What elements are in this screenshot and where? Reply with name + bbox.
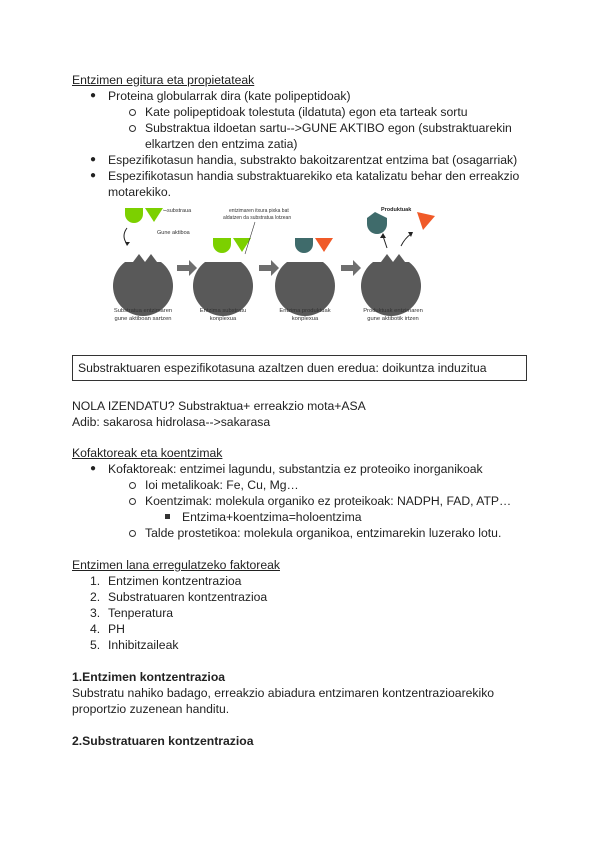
sub-bullet-text: Ioi metalikoak: Fe, Cu, Mg…	[145, 478, 299, 492]
active-site-label: Gune aktiboa	[157, 230, 190, 236]
enzyme-shape-4	[361, 254, 421, 316]
section-heading-substrate-concentration: 2.Substratuaren kontzentrazioa	[72, 734, 254, 748]
sub-bullet-text: Koentzimak: molekula organiko ez proteikoak: NADPH, FAD, ATP…	[145, 494, 512, 508]
naming-line-1: NOLA IZENDATU? Substraktua+ erreakzio mota+ASA	[72, 399, 366, 413]
change-note-2: aldatzen da substratua lotzean	[223, 215, 292, 221]
sub-bullet-text: Talde prostetikoa: molekula organikoa, entzimarekin luzerako lotu.	[145, 526, 502, 540]
paragraph-line: proportzio zuzenean handitu.	[72, 702, 230, 716]
section-heading-cofactors: Kofaktoreak eta koentzimak	[72, 446, 223, 460]
bullet-text: Espezifikotasun handia substraktuarekiko eta katalizatu behar den erreakzio	[108, 169, 520, 183]
caption-stage-4-line2: gune aktibotik irtzen	[367, 316, 419, 322]
caption-stage-3-line1: Entzima produktuak	[279, 308, 331, 314]
caption-stage-2-line2: konplexua	[209, 316, 237, 322]
caption-stage-2-line1: Entzima substratu	[199, 308, 247, 314]
arrow-icon	[177, 260, 197, 276]
sub-bullet-circle	[129, 482, 136, 489]
bullet-text-cont: motarekiko.	[108, 185, 171, 199]
bullet-dot: ●	[90, 90, 97, 101]
caption-stage-1-line1: Substratua entzimaren	[113, 308, 173, 314]
sub-bullet-circle	[129, 109, 136, 116]
list-item: Inhibitzaileak	[108, 638, 179, 652]
list-item: PH	[108, 622, 125, 636]
section-heading-factors: Entzimen lana erregulatzeko faktoreak	[72, 558, 280, 572]
product-shape-4	[367, 212, 435, 234]
caption-stage-3-line2: konplexua	[291, 316, 319, 322]
sub-bullet-text: Substraktua ildoetan sartu-->GUNE AKTIBO egon (substraktuarekin	[145, 121, 512, 135]
list-item: Tenperatura	[108, 606, 174, 620]
change-note-1: entzimaren itxura pixka bat	[229, 208, 289, 214]
section-heading-enzyme-concentration: 1.Entzimen kontzentrazioa	[72, 670, 226, 684]
list-number: 3.	[90, 606, 101, 620]
caption-stage-4-line1: Produktuak entzimaren	[363, 308, 423, 314]
sub-bullet-circle	[129, 498, 136, 505]
bullet-text: Kofaktoreak: entzimei lagundu, substantzia ez proteoiko inorganikoak	[108, 462, 483, 476]
sub-bullet-circle	[129, 125, 136, 132]
list-item: Substratuaren kontzentrazioa	[108, 590, 268, 604]
arrow-icon	[341, 260, 361, 276]
boxed-note-text: Substraktuaren espezifikotasuna azaltzen duen eredua: doikuntza induzitua	[78, 361, 487, 375]
product-shape-3	[295, 238, 333, 253]
list-item: Entzimen kontzentrazioa	[108, 574, 242, 588]
list-number: 1.	[90, 574, 101, 588]
substrate-label: substraua	[167, 208, 192, 214]
caption-stage-1-line2: gune aktiboan sartzen	[114, 316, 172, 322]
bullet-dot: ●	[90, 170, 97, 181]
boxed-note	[72, 355, 527, 381]
sub-sub-bullet-square	[165, 514, 170, 519]
arrow-icon	[259, 260, 279, 276]
list-number: 4.	[90, 622, 101, 636]
sub-sub-bullet-text: Entzima+koentzima=holoentzima	[182, 510, 362, 524]
list-number: 5.	[90, 638, 101, 652]
enzyme-shape-1	[113, 254, 173, 316]
bullet-text: Espezifikotasun handia, substrakto bakoitzarentzat entzima bat (osagarriak)	[108, 153, 518, 167]
products-label: Produktuak	[381, 207, 412, 213]
enzyme-diagram	[105, 202, 445, 332]
bullet-text: Proteina globularrak dira (kate polipeptidoak)	[108, 89, 351, 103]
bullet-dot: ●	[90, 154, 97, 165]
list-number: 2.	[90, 590, 101, 604]
substrate-shape-2	[213, 238, 251, 253]
sub-bullet-circle	[129, 530, 136, 537]
bullet-dot: ●	[90, 463, 97, 474]
sub-bullet-text-cont: elkartzen den entzima zatia)	[145, 137, 298, 151]
section-heading-structure: Entzimen egitura eta propietateak	[72, 73, 255, 87]
substrate-shape-1	[125, 208, 163, 223]
paragraph-line: Substratu nahiko badago, erreakzio abiadura entzimaren kontzentrazioarekiko	[72, 686, 495, 700]
sub-bullet-text: Kate polipeptidoak tolestuta (ildatuta) egon eta tarteak sortu	[145, 105, 468, 119]
naming-line-2: Adib: sakarosa hidrolasa-->sakarasa	[72, 415, 271, 429]
